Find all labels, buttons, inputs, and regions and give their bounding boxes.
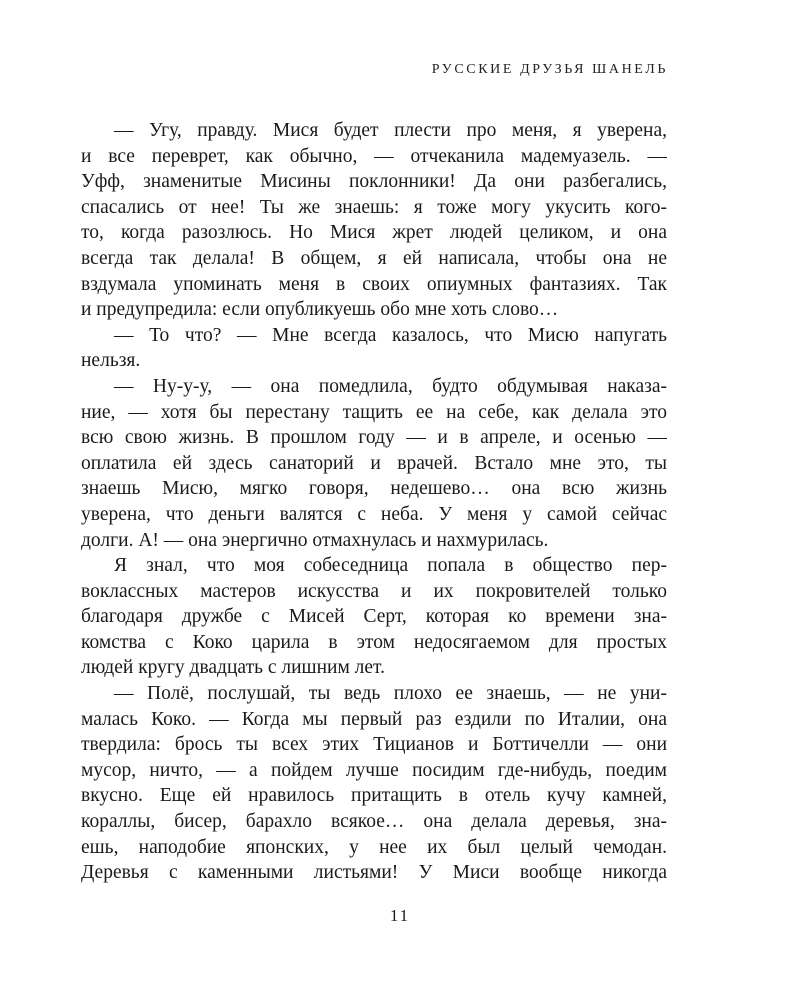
page-number: 11 xyxy=(389,906,411,925)
text-line: спасались от нее! Ты же знаешь: я тоже могу укусить кого- xyxy=(81,196,667,218)
text-line: долги. А! — она энергично отмахнулась и нахмурилась. xyxy=(81,529,549,551)
text-line: ешь, наподобие японских, у нее их был целый чемодан. xyxy=(81,836,667,858)
text-line: вкусно. Еще ей нравилось притащить в отель кучу камней, xyxy=(81,785,667,807)
text-line: вздумала упоминать меня в своих опиумных фантазиях. Так xyxy=(81,273,667,295)
body-text xyxy=(81,118,667,886)
text-line: — То что? — Мне всегда казалось, что Мисю напугать xyxy=(114,324,667,346)
text-line: — Полё, послушай, ты ведь плохо ее знаешь, — не уни- xyxy=(114,683,667,705)
text-line: всегда так делала! В общем, я ей написала, чтобы она не xyxy=(81,247,667,269)
text-line: твердила: брось ты всех этих Тицианов и Боттичелли — они xyxy=(81,734,667,756)
text-line: — Ну-у-у, — она помедлила, будто обдумывая наказа- xyxy=(114,375,667,397)
text-line: и предупредила: если опубликуешь обо мне хоть слово… xyxy=(81,299,559,321)
text-line: Уфф, знаменитые Мисины поклонники! Да они разбегались, xyxy=(81,171,667,193)
running-head: РУССКИЕ ДРУЗЬЯ ШАНЕЛЬ xyxy=(431,62,668,77)
text-line: людей кругу двадцать с лишним лет. xyxy=(81,657,385,679)
text-line: уверена, что деньги валятся с неба. У меня у самой сейчас xyxy=(81,503,667,525)
text-line: Я знал, что моя собеседница попала в общество пер- xyxy=(114,555,667,577)
text-line: благодаря дружбе с Мисей Серт, которая ко времени зна- xyxy=(81,606,667,628)
text-line: и все переврет, как обычно, — отчеканила мадемуазель. — xyxy=(81,145,667,167)
text-line: то, когда разозлюсь. Но Мися жрет людей целиком, и она xyxy=(81,222,667,244)
text-line: кораллы, бисер, барахло всякое… она делала деревья, зна- xyxy=(81,811,667,833)
text-line: знаешь Мисю, мягко говоря, недешево… она всю жизнь xyxy=(81,478,667,500)
text-line: малась Коко. — Когда мы первый раз ездили по Италии, она xyxy=(81,708,667,730)
text-line: — Угу, правду. Мися будет плести про меня, я уверена, xyxy=(114,120,667,141)
text-line: воклассных мастеров искусства и их покровителей только xyxy=(81,580,667,602)
text-line: оплатила ей здесь санаторий и врачей. Встало мне это, ты xyxy=(81,452,667,474)
text-line: Деревья с каменными листьями! У Миси вообще никогда xyxy=(81,862,667,884)
text-line: комства с Коко царила в этом недосягаемом для простых xyxy=(81,631,667,653)
text-line: нельзя. xyxy=(81,350,141,372)
text-line: всю свою жизнь. В прошлом году — и в апреле, и осенью — xyxy=(81,427,667,449)
text-line: ние, — хотя бы перестану тащить ее на себе, как делала это xyxy=(81,401,667,423)
text-line: мусор, ничто, — а пойдем лучше посидим где-нибудь, поедим xyxy=(81,759,667,781)
